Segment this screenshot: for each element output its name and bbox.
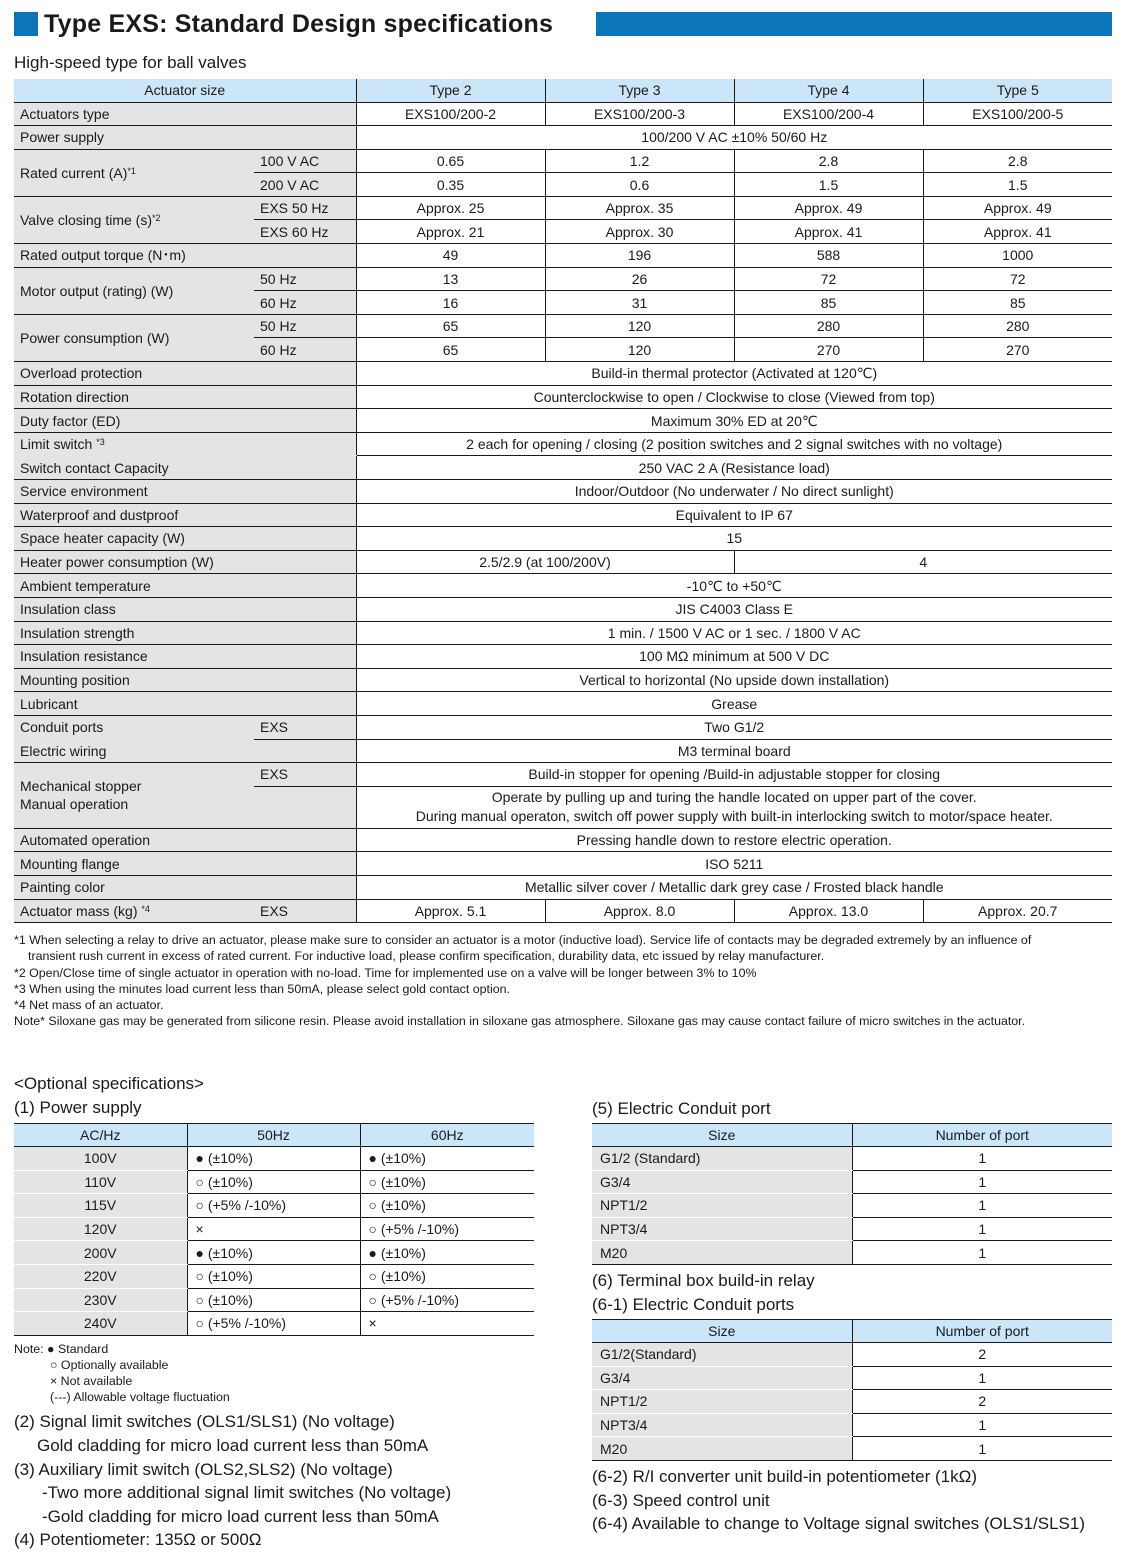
conduit61-header-row	[592, 1320, 1112, 1343]
label-rated-torque: Rated output torque (N･m)	[14, 244, 356, 268]
cell: 2.5/2.9 (at 100/200V)	[356, 550, 734, 574]
cell: ● (±10%)	[360, 1147, 534, 1171]
label-mechanical-manual	[14, 763, 254, 829]
header-type-4: Type 4	[734, 79, 923, 102]
cell: ○ (±10%)	[187, 1170, 360, 1194]
label-valve-closing	[14, 196, 254, 243]
table-row	[14, 1288, 534, 1312]
cell: ○ (+5% /-10%)	[187, 1194, 360, 1218]
row-space-heater	[14, 527, 1112, 551]
cell: EXS100/200-3	[545, 102, 734, 126]
row-actuators-type	[14, 102, 1112, 126]
cell: Grease	[356, 692, 1112, 716]
opt-speed-control: (6-3) Speed control unit	[592, 1491, 770, 1510]
sublabel: 60 Hz	[254, 291, 356, 315]
cell: 72	[734, 267, 923, 291]
sublabel-empty	[254, 786, 356, 828]
cell: 1	[852, 1241, 1112, 1265]
cell: -10℃ to +50℃	[356, 574, 1112, 598]
ps-header-50hz: 50Hz	[187, 1124, 360, 1147]
label-automated: Automated operation	[14, 828, 356, 852]
cell: 120	[545, 314, 734, 338]
cell: Approx. 49	[923, 196, 1112, 220]
cell: G1/2 (Standard)	[592, 1147, 852, 1171]
conduit-heading: (5) Electric Conduit port	[592, 1099, 771, 1118]
cell: Pressing handle down to restore electric operation.	[356, 828, 1112, 852]
footnote-1-cont: transient rush current in excess of rated current. For inductive load, please confirm specification, durability data, etc issued by relay manufacturer.	[28, 949, 825, 964]
opt-ri-converter: (6-2) R/I converter unit build-in potentiometer (1kΩ)	[592, 1467, 977, 1486]
cell: 2	[852, 1390, 1112, 1414]
label-waterproof: Waterproof and dustproof	[14, 503, 356, 527]
cell: 16	[356, 291, 545, 315]
cell: 220V	[14, 1264, 187, 1288]
table-row	[14, 1170, 534, 1194]
cell: ○ (±10%)	[360, 1264, 534, 1288]
row-heater-power	[14, 550, 1112, 574]
cell: ○ (+5% /-10%)	[360, 1288, 534, 1312]
label-painting: Painting color	[14, 875, 356, 899]
label-text: Rated current (A)	[20, 164, 128, 181]
table-row	[14, 1264, 534, 1288]
cell: Maximum 30% ED at 20℃	[356, 409, 1112, 433]
cell: 2	[852, 1343, 1112, 1367]
cell: Equivalent to IP 67	[356, 503, 1112, 527]
cell: 1 min. / 1500 V AC or 1 sec. / 1800 V AC	[356, 621, 1112, 645]
label-insulation-class: Insulation class	[14, 597, 356, 621]
cell: 85	[923, 291, 1112, 315]
ps-header-60hz: 60Hz	[360, 1124, 534, 1147]
cell: NPT1/2	[592, 1390, 852, 1414]
header-size: Size	[592, 1320, 852, 1343]
cell: Approx. 20.7	[923, 899, 1112, 923]
cell: Build-in thermal protector (Activated at 120℃)	[356, 362, 1112, 386]
cell: 100V	[14, 1147, 187, 1171]
label-mass	[14, 899, 254, 923]
label-flange: Mounting flange	[14, 852, 356, 876]
ps-header-row	[14, 1124, 534, 1147]
cell: 49	[356, 244, 545, 268]
cell: G3/4	[592, 1366, 852, 1390]
cell: Approx. 8.0	[545, 899, 734, 923]
cell: M20	[592, 1241, 852, 1265]
cell: 120V	[14, 1217, 187, 1241]
label-actuators-type: Actuators type	[14, 102, 356, 126]
opt-aux-limit-detail-1: -Two more additional signal limit switches (No voltage)	[42, 1483, 452, 1502]
cell: ● (±10%)	[360, 1241, 534, 1265]
conduit-61-table	[592, 1319, 1112, 1461]
sublabel: EXS 60 Hz	[254, 220, 356, 244]
sublabel-empty	[254, 739, 356, 763]
legend-optional: ○ Optionally available	[50, 1358, 169, 1372]
cell: 240V	[14, 1312, 187, 1336]
cell: Approx. 41	[923, 220, 1112, 244]
cell: ○ (±10%)	[360, 1170, 534, 1194]
table-row	[592, 1194, 1112, 1218]
table-row	[592, 1343, 1112, 1367]
table-row	[592, 1413, 1112, 1437]
table-row	[14, 1194, 534, 1218]
sublabel: 60 Hz	[254, 338, 356, 362]
label-text: Valve closing time (s)	[20, 211, 153, 228]
cell: Vertical to horizontal (No upside down installation)	[356, 668, 1112, 692]
legend-fluctuation: (---) Allowable voltage fluctuation	[50, 1390, 230, 1404]
cell: 65	[356, 338, 545, 362]
header-size: Size	[592, 1124, 852, 1147]
cell: 26	[545, 267, 734, 291]
spec-header-row	[14, 79, 1112, 102]
label-manual-operation: Manual operation	[20, 796, 129, 813]
header-type-3: Type 3	[545, 79, 734, 102]
table-row	[14, 1147, 534, 1171]
header-type-2: Type 2	[356, 79, 545, 102]
conduit-header-row	[592, 1124, 1112, 1147]
title-rule	[596, 12, 1112, 36]
table-row	[592, 1437, 1112, 1461]
cell: 115V	[14, 1194, 187, 1218]
label-text: Actuator mass (kg)	[20, 902, 142, 919]
cell: 4	[734, 550, 1112, 574]
row-mounting-position	[14, 668, 1112, 692]
label-insulation-strength: Insulation strength	[14, 621, 356, 645]
cell: NPT1/2	[592, 1194, 852, 1218]
row-insulation-strength	[14, 621, 1112, 645]
cell: 230V	[14, 1288, 187, 1312]
cell: 120	[545, 338, 734, 362]
label-motor-output: Motor output (rating) (W)	[14, 267, 254, 314]
opt-signal-limit-detail: Gold cladding for micro load current less than 50mA	[37, 1436, 429, 1455]
row-waterproof	[14, 503, 1112, 527]
cell: Approx. 49	[734, 196, 923, 220]
label-rotation: Rotation direction	[14, 385, 356, 409]
cell: 200V	[14, 1241, 187, 1265]
cell: 15	[356, 527, 1112, 551]
cell: 1.5	[923, 173, 1112, 197]
cell: 1	[852, 1437, 1112, 1461]
label-ambient: Ambient temperature	[14, 574, 356, 598]
cell: 100 MΩ minimum at 500 V DC	[356, 645, 1112, 669]
table-row	[592, 1366, 1112, 1390]
label-rated-current	[14, 149, 254, 196]
cell: Approx. 13.0	[734, 899, 923, 923]
row-rated-current-100	[14, 149, 1112, 173]
footnote-3: *3 When using the minutes load current less than 50mA, please select gold contact option.	[14, 981, 510, 996]
cell: ● (±10%)	[187, 1241, 360, 1265]
manual-op-line-2: During manual operaton, switch off power supply with built-in interlocking switch to motor/space heater.	[415, 808, 1053, 825]
cell: 270	[923, 338, 1112, 362]
cell: 31	[545, 291, 734, 315]
cell: 0.6	[545, 173, 734, 197]
sublabel: 100 V AC	[254, 149, 356, 173]
cell: 2.8	[923, 149, 1112, 173]
table-row	[592, 1217, 1112, 1241]
cell: JIS C4003 Class E	[356, 597, 1112, 621]
conduit61-heading: (6-1) Electric Conduit ports	[592, 1295, 795, 1314]
cell: Approx. 30	[545, 220, 734, 244]
cell: 1	[852, 1217, 1112, 1241]
label-duty: Duty factor (ED)	[14, 409, 356, 433]
opt-aux-limit: (3) Auxiliary limit switch (OLS2,SLS2) (No voltage)	[14, 1460, 393, 1479]
optional-heading: <Optional specifications>	[14, 1074, 204, 1093]
power-supply-legend	[14, 1341, 230, 1405]
footnote-ref: *2	[152, 212, 161, 223]
label-limit-switch	[14, 432, 356, 456]
row-flange	[14, 852, 1112, 876]
label-space-heater: Space heater capacity (W)	[14, 527, 356, 551]
cell: 1	[852, 1366, 1112, 1390]
cell: 1	[852, 1194, 1112, 1218]
cell: Metallic silver cover / Metallic dark grey case / Frosted black handle	[356, 875, 1112, 899]
label-insulation-resistance: Insulation resistance	[14, 645, 356, 669]
cell: ● (±10%)	[187, 1147, 360, 1171]
row-switch-capacity	[14, 456, 1112, 480]
cell: ○ (±10%)	[360, 1194, 534, 1218]
label-overload: Overload protection	[14, 362, 356, 386]
footnote-2: *2 Open/Close time of single actuator in operation with no-load. Time for implemented use on a valve will be longer between 3% to 10%	[14, 965, 757, 980]
manual-op-line-1: Operate by pulling up and turing the handle located on upper part of the cover.	[491, 789, 977, 806]
row-mass	[14, 899, 1112, 923]
cell: ×	[187, 1217, 360, 1241]
sublabel: EXS	[254, 715, 356, 739]
row-duty	[14, 409, 1112, 433]
label-mechanical-stopper: Mechanical stopper	[20, 778, 142, 795]
cell: 1	[852, 1413, 1112, 1437]
row-valve-closing-50	[14, 196, 1112, 220]
cell: 85	[734, 291, 923, 315]
cell: Approx. 41	[734, 220, 923, 244]
cell: 1.5	[734, 173, 923, 197]
cell: ○ (±10%)	[187, 1288, 360, 1312]
row-lubricant	[14, 692, 1112, 716]
cell: 1000	[923, 244, 1112, 268]
row-power-supply	[14, 126, 1112, 150]
row-motor-output-50	[14, 267, 1112, 291]
row-painting	[14, 875, 1112, 899]
footnotes	[14, 932, 1114, 1030]
cell: NPT3/4	[592, 1413, 852, 1437]
row-ambient	[14, 574, 1112, 598]
header-actuator-size: Actuator size	[14, 79, 356, 102]
label-text: Limit switch	[20, 436, 97, 453]
opt-signal-limit: (2) Signal limit switches (OLS1/SLS1) (No voltage)	[14, 1412, 395, 1431]
cell: 72	[923, 267, 1112, 291]
cell: Approx. 25	[356, 196, 545, 220]
cell: ○ (+5% /-10%)	[187, 1312, 360, 1336]
footnote-ref: *3	[96, 437, 105, 448]
cell: Counterclockwise to open / Clockwise to close (Viewed from top)	[356, 385, 1112, 409]
cell	[356, 786, 1112, 828]
power-supply-heading: (1) Power supply	[14, 1098, 142, 1117]
cell: Approx. 35	[545, 196, 734, 220]
cell: 196	[545, 244, 734, 268]
label-electric-wiring: Electric wiring	[14, 739, 254, 763]
row-conduit-ports	[14, 715, 1112, 739]
cell: EXS100/200-5	[923, 102, 1112, 126]
cell: EXS100/200-4	[734, 102, 923, 126]
row-electric-wiring	[14, 739, 1112, 763]
page-title: Type EXS: Standard Design specifications	[44, 10, 554, 38]
row-rated-torque	[14, 244, 1112, 268]
cell: 250 VAC 2 A (Resistance load)	[356, 456, 1112, 480]
row-limit-switch	[14, 432, 1112, 456]
footnote-ref: *1	[127, 165, 136, 176]
sublabel: EXS	[254, 763, 356, 787]
footnote-ref: *4	[141, 903, 150, 914]
cell: ×	[360, 1312, 534, 1336]
legend-standard: Note: ● Standard	[14, 1342, 109, 1356]
row-insulation-class	[14, 597, 1112, 621]
label-power-consumption: Power consumption (W)	[14, 314, 254, 361]
cell: ○ (±10%)	[187, 1264, 360, 1288]
sublabel: EXS	[254, 899, 356, 923]
cell: 0.65	[356, 149, 545, 173]
spec-table	[14, 79, 1112, 923]
sublabel: EXS 50 Hz	[254, 196, 356, 220]
page-subtitle: High-speed type for ball valves	[14, 53, 247, 72]
opt-voltage-switches: (6-4) Available to change to Voltage signal switches (OLS1/SLS1)	[592, 1514, 1085, 1533]
cell: 2.8	[734, 149, 923, 173]
cell: ISO 5211	[356, 852, 1112, 876]
row-automated	[14, 828, 1112, 852]
footnote-4: *4 Net mass of an actuator.	[14, 998, 164, 1013]
footnote-siloxane: Note* Siloxane gas may be generated from silicone resin. Please avoid installation in siloxane gas atmosphere. Siloxane gas may cause contact failure of micro switches in the actuator.	[14, 1014, 1026, 1029]
sublabel: 200 V AC	[254, 173, 356, 197]
row-power-consumption-50	[14, 314, 1112, 338]
cell: M20	[592, 1437, 852, 1461]
cell: 110V	[14, 1170, 187, 1194]
cell: 1	[852, 1170, 1112, 1194]
conduit-port-table	[592, 1123, 1112, 1265]
sublabel: 50 Hz	[254, 267, 356, 291]
table-row	[592, 1147, 1112, 1171]
table-row	[14, 1241, 534, 1265]
opt-aux-limit-detail-2: -Gold cladding for micro load current less than 50mA	[42, 1507, 439, 1526]
label-conduit-ports: Conduit ports	[14, 715, 254, 739]
cell: 0.35	[356, 173, 545, 197]
relay-heading: (6) Terminal box build-in relay	[592, 1271, 815, 1290]
opt-potentiometer: (4) Potentiometer: 135Ω or 500Ω	[14, 1530, 262, 1549]
cell: 1.2	[545, 149, 734, 173]
label-heater-power: Heater power consumption (W)	[14, 550, 356, 574]
legend-not-available: × Not available	[50, 1374, 133, 1388]
cell: 13	[356, 267, 545, 291]
label-service-env: Service environment	[14, 480, 356, 504]
cell: Approx. 5.1	[356, 899, 545, 923]
cell: 65	[356, 314, 545, 338]
footnote-1: *1 When selecting a relay to drive an actuator, please make sure to consider an actuator is a motor (inductive load). Service life of contacts may be degraded extremely by an influence of	[14, 933, 1032, 947]
table-row	[592, 1170, 1112, 1194]
cell: 280	[734, 314, 923, 338]
label-lubricant: Lubricant	[14, 692, 356, 716]
row-rotation	[14, 385, 1112, 409]
row-overload	[14, 362, 1112, 386]
cell: 270	[734, 338, 923, 362]
cell: 100/200 V AC ±10% 50/60 Hz	[356, 126, 1112, 150]
row-service-env	[14, 480, 1112, 504]
table-row	[592, 1390, 1112, 1414]
cell: Build-in stopper for opening /Build-in adjustable stopper for closing	[356, 763, 1112, 787]
header-type-5: Type 5	[923, 79, 1112, 102]
row-insulation-resistance	[14, 645, 1112, 669]
cell: ○ (+5% /-10%)	[360, 1217, 534, 1241]
cell: Indoor/Outdoor (No underwater / No direct sunlight)	[356, 480, 1112, 504]
cell: G1/2(Standard)	[592, 1343, 852, 1367]
ps-header-achz: AC/Hz	[14, 1124, 187, 1147]
table-row	[14, 1312, 534, 1336]
cell: 280	[923, 314, 1112, 338]
label-mounting-position: Mounting position	[14, 668, 356, 692]
sublabel: 50 Hz	[254, 314, 356, 338]
cell: Approx. 21	[356, 220, 545, 244]
label-power-supply: Power supply	[14, 126, 356, 150]
cell: NPT3/4	[592, 1217, 852, 1241]
cell: Two G1/2	[356, 715, 1112, 739]
cell: EXS100/200-2	[356, 102, 545, 126]
page-title-bar	[14, 8, 1112, 40]
cell: 2 each for opening / closing (2 position switches and 2 signal switches with no voltage)	[356, 432, 1112, 456]
cell: G3/4	[592, 1170, 852, 1194]
header-number-of-port: Number of port	[852, 1124, 1112, 1147]
label-switch-capacity: Switch contact Capacity	[14, 456, 356, 480]
header-number-of-port: Number of port	[852, 1320, 1112, 1343]
title-square-icon	[14, 12, 38, 36]
cell: M3 terminal board	[356, 739, 1112, 763]
row-mechanical-stopper	[14, 763, 1112, 787]
table-row	[14, 1217, 534, 1241]
cell: 1	[852, 1147, 1112, 1171]
cell: 588	[734, 244, 923, 268]
power-supply-table	[14, 1123, 534, 1336]
table-row	[592, 1241, 1112, 1265]
